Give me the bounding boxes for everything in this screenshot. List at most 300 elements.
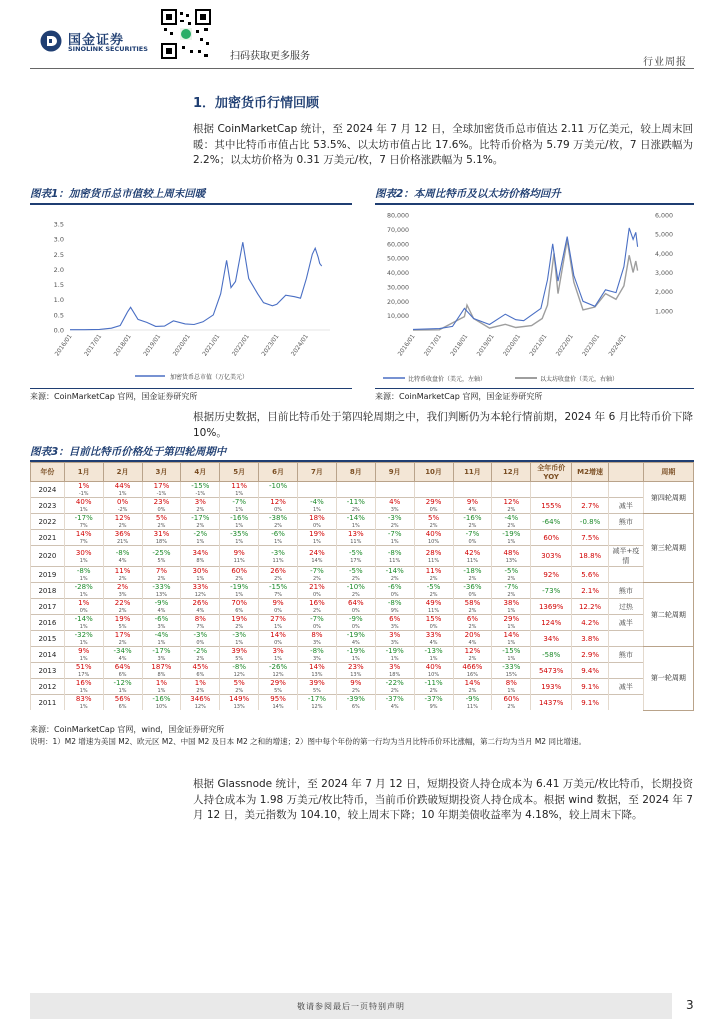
phase-cell: 熊市 [609, 647, 644, 663]
monthly-return: -8% [76, 567, 91, 575]
monthly-m2: 5% [312, 688, 321, 694]
monthly-return: 1% [78, 482, 90, 490]
x-tick-label: 2018/01 [449, 333, 470, 358]
monthly-return: 149% [229, 695, 250, 703]
monthly-m2: -2% [117, 507, 128, 513]
legend-label-btc: 比特币收盘价（美元，左轴） [408, 376, 487, 383]
monthly-return: -5% [504, 567, 519, 575]
month-cell [336, 695, 375, 711]
monthly-m2: 2% [429, 576, 438, 582]
figure1-source: 来源：CoinMarketCap 官网，国金证券研究所 [30, 392, 198, 401]
monthly-return: 9% [78, 647, 90, 655]
monthly-m2: 0% [468, 592, 477, 598]
figure1-rule [30, 203, 352, 205]
month-cell [375, 631, 414, 647]
monthly-m2: 14% [272, 704, 284, 710]
btc-eth-price-chart [375, 206, 694, 388]
y-right-tick-label: 6,000 [655, 212, 674, 220]
monthly-return: -2% [193, 530, 208, 538]
table-header-cell: 8月 [336, 463, 375, 482]
monthly-return: -13% [424, 647, 443, 655]
annual-yoy-cell: 1369% [531, 599, 572, 615]
month-cell [103, 482, 142, 498]
month-cell [453, 498, 492, 514]
phase-cell [609, 567, 644, 583]
monthly-return: -6% [387, 583, 402, 591]
annual-yoy-cell: -58% [531, 647, 572, 663]
logo-text-cn: 国金证券 [68, 33, 125, 48]
month-cell [64, 631, 103, 647]
month-cell [259, 663, 298, 679]
sinolink-logo-icon [40, 30, 62, 52]
x-tick-label: 2018/01 [112, 333, 133, 358]
phase-cell: 减半 [609, 615, 644, 631]
month-cell [259, 647, 298, 663]
month-cell [103, 599, 142, 615]
table-row [31, 615, 694, 631]
phase-cell [609, 482, 644, 498]
monthly-m2: 1% [507, 688, 516, 694]
year-cell: 2023 [31, 498, 65, 514]
monthly-m2 [454, 491, 492, 497]
monthly-return: -37% [424, 695, 443, 703]
month-cell [298, 695, 337, 711]
monthly-m2: 18% [389, 672, 401, 678]
monthly-return: 3% [272, 647, 284, 655]
monthly-m2 [492, 491, 530, 497]
month-cell [414, 679, 453, 695]
phase-cell [609, 695, 644, 711]
monthly-m2: 2% [235, 624, 244, 630]
monthly-return: 26% [192, 599, 209, 607]
monthly-return: 3% [194, 498, 206, 506]
table-header-cell: 年份 [31, 463, 65, 482]
monthly-m2: 1% [507, 656, 516, 662]
monthly-m2: 6% [196, 672, 205, 678]
monthly-m2: 1% [274, 656, 283, 662]
month-cell [142, 647, 181, 663]
m2-growth-cell: 9.1% [572, 679, 609, 695]
x-tick-label: 2016/01 [396, 333, 417, 358]
figure3-title: 图表3：目前比特币价格处于第四轮周期中 [30, 446, 227, 458]
monthly-m2: 2% [429, 523, 438, 529]
monthly-return: -3% [387, 514, 402, 522]
y-tick-label: 3.5 [53, 220, 64, 229]
monthly-m2: 7% [79, 539, 88, 545]
table-row [31, 498, 694, 514]
table-header-cell: 3月 [142, 463, 181, 482]
monthly-return: 5% [428, 514, 440, 522]
monthly-m2: 12% [311, 704, 323, 710]
monthly-m2: 11% [466, 704, 478, 710]
month-cell [259, 679, 298, 695]
monthly-m2: 1% [118, 491, 127, 497]
monthly-m2: 1% [196, 539, 205, 545]
phase-cell: 减半+疫情 [609, 546, 644, 567]
monthly-m2: 17% [350, 557, 362, 564]
month-cell [181, 482, 220, 498]
x-tick-label: 2022/01 [230, 333, 251, 358]
monthly-m2 [376, 491, 414, 497]
monthly-m2: 0% [312, 624, 321, 630]
monthly-m2: 10% [428, 672, 440, 678]
monthly-return: 12% [503, 498, 520, 506]
monthly-m2: 1% [351, 523, 360, 529]
month-cell [64, 599, 103, 615]
table-header-cell: M2增速 [572, 463, 609, 482]
monthly-return: -32% [74, 631, 93, 639]
monthly-m2: -1% [78, 491, 89, 497]
month-cell [259, 567, 298, 583]
y-right-tick-label: 5,000 [655, 231, 674, 239]
monthly-return: -17% [307, 695, 326, 703]
month-cell [492, 482, 531, 498]
monthly-return: -28% [74, 583, 93, 591]
monthly-return: -11% [424, 679, 443, 687]
paragraph-holding-cost: 根据 Glassnode 统计，至 2024 年 7 月 12 日，短期投资人持仓成本为 6.41 万美元/枚比特币，长期投资人持仓成本为 1.98 万美元/枚比特币，当前币价跌破短期投资人持仓成本。根据 wind 数据，至 2024 年 7 月 12 日，美元指数为 104.10，较上周末下降；10 年期美债收益率为 4.18%，较上周末下降。 [193, 778, 693, 821]
month-cell [492, 530, 531, 546]
page-header [0, 0, 724, 70]
x-tick-label: 2023/01 [260, 333, 281, 358]
month-cell [336, 583, 375, 599]
month-cell [298, 615, 337, 631]
y-tick-label: 1.5 [53, 281, 64, 290]
x-tick-label: 2017/01 [83, 333, 104, 358]
monthly-return: 27% [270, 615, 286, 623]
monthly-return: 26% [270, 567, 286, 575]
monthly-return: 3% [389, 663, 401, 671]
legend-label: 加密货币总市值（万亿美元） [170, 374, 249, 381]
monthly-return: 14% [503, 631, 520, 639]
month-cell [64, 695, 103, 711]
table-header-cell: 1月 [64, 463, 103, 482]
monthly-m2: 2% [351, 688, 360, 694]
table-header-cell: 6月 [259, 463, 298, 482]
month-cell [298, 498, 337, 514]
monthly-return: 20% [464, 631, 481, 639]
monthly-return: -16% [230, 514, 249, 522]
year-cell: 2013 [31, 663, 65, 679]
monthly-m2: 2% [507, 592, 516, 598]
monthly-return: -39% [346, 695, 365, 703]
monthly-m2: 4% [390, 704, 399, 710]
monthly-m2: 5% [274, 688, 283, 694]
monthly-return: 23% [348, 663, 364, 671]
monthly-return: 11% [425, 567, 442, 575]
month-cell [453, 647, 492, 663]
monthly-m2 [259, 491, 297, 497]
monthly-return: 1% [155, 679, 167, 687]
monthly-return: 14% [75, 530, 92, 538]
table-row [31, 482, 694, 498]
month-cell [414, 695, 453, 711]
monthly-m2: 2% [507, 704, 516, 710]
monthly-return: -16% [152, 695, 171, 703]
month-cell [64, 679, 103, 695]
table-header-cell: 4月 [181, 463, 220, 482]
monthly-return: 60% [503, 695, 520, 703]
monthly-m2: 6% [118, 704, 127, 710]
month-cell [414, 530, 453, 546]
monthly-return: 34% [192, 548, 209, 557]
annual-yoy-cell: -73% [531, 583, 572, 599]
table-row [31, 647, 694, 663]
monthly-return: 29% [270, 679, 286, 687]
monthly-m2: 1% [79, 576, 88, 582]
monthly-m2: 1% [274, 539, 283, 545]
monthly-m2: 2% [468, 523, 477, 529]
monthly-m2: 2% [468, 576, 477, 582]
monthly-m2: 1% [157, 688, 166, 694]
monthly-m2: 4% [468, 640, 477, 646]
table-row [31, 530, 694, 546]
monthly-return: -6% [154, 615, 169, 623]
monthly-return: 33% [425, 631, 442, 639]
month-cell [375, 482, 414, 498]
table-header-cell: 7月 [298, 463, 337, 482]
month-cell [64, 615, 103, 631]
month-cell [259, 498, 298, 514]
monthly-m2: 0% [351, 608, 360, 614]
monthly-m2: 4% [118, 656, 127, 662]
monthly-return: -12% [113, 679, 132, 687]
figure2-rule [375, 203, 694, 205]
x-tick-label: 2023/01 [581, 333, 602, 358]
month-cell [298, 482, 337, 498]
monthly-return: 9% [233, 548, 245, 557]
monthly-m2: 4% [157, 608, 166, 614]
month-cell [181, 546, 220, 567]
monthly-return: -37% [385, 695, 404, 703]
monthly-m2: 1% [79, 557, 88, 564]
monthly-m2: 4% [351, 640, 360, 646]
monthly-return: -17% [191, 514, 210, 522]
month-cell [453, 631, 492, 647]
market-cap-chart [30, 206, 352, 388]
table-header-cell: 11月 [453, 463, 492, 482]
monthly-return: -4% [310, 498, 324, 506]
month-cell [336, 679, 375, 695]
month-cell [220, 663, 259, 679]
monthly-return: 2% [117, 583, 129, 591]
monthly-m2: 2% [468, 656, 477, 662]
monthly-return: 13% [348, 530, 364, 538]
monthly-return: -7% [310, 567, 324, 575]
monthly-m2: 1% [390, 539, 399, 545]
year-cell: 2015 [31, 631, 65, 647]
paragraph-market-overview: 根据 CoinMarketCap 统计，至 2024 年 7 月 12 日，全球加密货币总市值达 2.11 万亿美元，较上周末回暖：其中比特币市值占比 53.5%、以太坊市值占比 17.6%。比特币价格为 5.79 万美元/枚，7 日涨跌幅为 2.2%；以太坊价格为 0.31 万美元/枚，7 日价格涨跌幅为 5.1%。 [193, 123, 693, 166]
monthly-m2: 5% [118, 624, 127, 630]
month-cell [414, 647, 453, 663]
monthly-m2: 1% [235, 640, 244, 646]
m2-growth-cell: -0.8% [572, 514, 609, 530]
table-header-cell: 9月 [375, 463, 414, 482]
m2-growth-cell: 4.2% [572, 615, 609, 631]
monthly-return: 44% [114, 482, 131, 490]
monthly-m2: 3% [157, 624, 166, 630]
month-cell [298, 530, 337, 546]
monthly-return: 23% [153, 498, 170, 506]
y-right-tick-label: 1,000 [655, 308, 674, 316]
monthly-m2: 0% [274, 640, 283, 646]
monthly-return: -11% [346, 498, 365, 506]
monthly-m2: 7% [274, 592, 283, 598]
eth-series-line [413, 240, 638, 330]
monthly-return: 12% [270, 498, 286, 506]
monthly-return: 36% [114, 530, 131, 538]
footer-disclaimer[interactable]: 敬请参阅最后一页特别声明 [297, 1002, 405, 1011]
month-cell [181, 631, 220, 647]
month-cell [414, 514, 453, 530]
month-cell [181, 530, 220, 546]
month-cell [414, 583, 453, 599]
monthly-return: -19% [385, 647, 404, 655]
monthly-return: -7% [465, 530, 480, 538]
monthly-return: 64% [348, 599, 364, 607]
cycle-cell: 第四轮周期 [643, 482, 693, 514]
month-cell [220, 679, 259, 695]
monthly-return: 19% [114, 615, 131, 623]
month-cell [492, 695, 531, 711]
monthly-m2: 1% [235, 491, 244, 497]
month-cell [336, 530, 375, 546]
figure1-bottom-rule [30, 388, 352, 389]
month-cell [375, 546, 414, 567]
monthly-return: 48% [503, 548, 520, 557]
month-cell [220, 631, 259, 647]
monthly-m2: 1% [79, 592, 88, 598]
monthly-return: -38% [269, 514, 288, 522]
monthly-return: 5% [233, 679, 245, 687]
table-header-cell [609, 463, 644, 482]
month-cell [103, 567, 142, 583]
monthly-m2: 1% [79, 507, 88, 513]
figure3-note: 说明：1）M2 增速为美国 M2、欧元区 M2、中国 M2 及日本 M2 之和的增速；2）图中每个年份的第一行均为当月比特币价环比涨幅，第二行均为当月 M2 同比增速。 [30, 737, 586, 746]
monthly-return: -9% [154, 599, 169, 607]
monthly-m2: 1% [312, 539, 321, 545]
monthly-return: -14% [385, 567, 404, 575]
x-tick-label: 2022/01 [554, 333, 575, 358]
y-tick-label: 0.0 [53, 326, 64, 335]
monthly-return: -17% [74, 514, 93, 522]
monthly-m2: 3% [312, 640, 321, 646]
m2-growth-cell: 18.8% [572, 546, 609, 567]
phase-cell: 熊市 [609, 514, 644, 530]
month-cell [103, 647, 142, 663]
y-tick-label: 3.0 [53, 235, 64, 244]
monthly-return: -19% [346, 631, 365, 639]
phase-cell [609, 663, 644, 679]
month-cell [220, 615, 259, 631]
monthly-return [298, 482, 336, 491]
year-cell: 2016 [31, 615, 65, 631]
month-cell [298, 679, 337, 695]
month-cell [142, 530, 181, 546]
monthly-m2: 1% [507, 640, 516, 646]
monthly-m2: 5% [157, 557, 166, 564]
annual-yoy-cell: 92% [531, 567, 572, 583]
monthly-m2: 17% [78, 672, 90, 678]
month-cell [64, 647, 103, 663]
y-tick-label: 0.5 [53, 311, 64, 320]
monthly-m2: 2% [196, 688, 205, 694]
monthly-return: 40% [75, 498, 92, 506]
monthly-return: 39% [231, 647, 247, 655]
month-cell [259, 695, 298, 711]
logo-text-en: SINOLINK SECURITIES [68, 45, 148, 53]
month-cell [414, 599, 453, 615]
table-row [31, 679, 694, 695]
table-row [31, 695, 694, 711]
month-cell [414, 615, 453, 631]
table-header-cell: 全年币价YOY [531, 463, 572, 482]
monthly-m2: 2% [468, 624, 477, 630]
table-row [31, 567, 694, 583]
monthly-return: -19% [502, 530, 521, 538]
m2-growth-cell: 2.1% [572, 583, 609, 599]
month-cell [375, 583, 414, 599]
phase-cell [609, 631, 644, 647]
monthly-return: 22% [114, 599, 131, 607]
month-cell [142, 599, 181, 615]
month-cell [220, 530, 259, 546]
monthly-m2: 12% [272, 672, 284, 678]
month-cell [259, 583, 298, 599]
monthly-return: 11% [114, 567, 131, 575]
monthly-return: -15% [191, 482, 210, 490]
month-cell [336, 647, 375, 663]
month-cell [492, 599, 531, 615]
monthly-return [415, 482, 453, 491]
table-row [31, 583, 694, 599]
monthly-return: 9% [350, 679, 362, 687]
monthly-m2: 2% [390, 688, 399, 694]
monthly-m2: 15% [505, 672, 517, 678]
market-cap-series-line [70, 242, 322, 330]
phase-cell [609, 530, 644, 546]
monthly-return: 30% [75, 548, 92, 557]
monthly-m2: 0% [351, 624, 360, 630]
monthly-m2: 8% [196, 557, 205, 564]
monthly-m2: 1% [507, 624, 516, 630]
month-cell [181, 647, 220, 663]
monthly-return: -15% [269, 583, 288, 591]
monthly-return: 0% [117, 498, 129, 506]
month-cell [414, 498, 453, 514]
monthly-return: 40% [425, 663, 442, 671]
monthly-return: 19% [309, 530, 325, 538]
month-cell [142, 615, 181, 631]
monthly-return: -17% [152, 647, 171, 655]
monthly-m2: 1% [351, 656, 360, 662]
cycle-cell: 第三轮周期 [643, 514, 693, 583]
monthly-return: -14% [74, 615, 93, 623]
month-cell [103, 679, 142, 695]
month-cell [453, 546, 492, 567]
y-left-tick-label: 50,000 [386, 255, 409, 263]
monthly-return: 5% [155, 514, 167, 522]
m2-growth-cell [572, 482, 609, 498]
monthly-m2: 2% [507, 507, 516, 513]
month-cell [492, 546, 531, 567]
month-cell [220, 695, 259, 711]
month-cell [336, 498, 375, 514]
x-tick-label: 2017/01 [422, 333, 444, 358]
monthly-return: -9% [348, 615, 363, 623]
qr-code-icon[interactable] [160, 8, 212, 60]
monthly-m2: 5% [235, 656, 244, 662]
figure3-source: 来源：CoinMarketCap 官网，wind，国金证券研究所 [30, 725, 225, 734]
